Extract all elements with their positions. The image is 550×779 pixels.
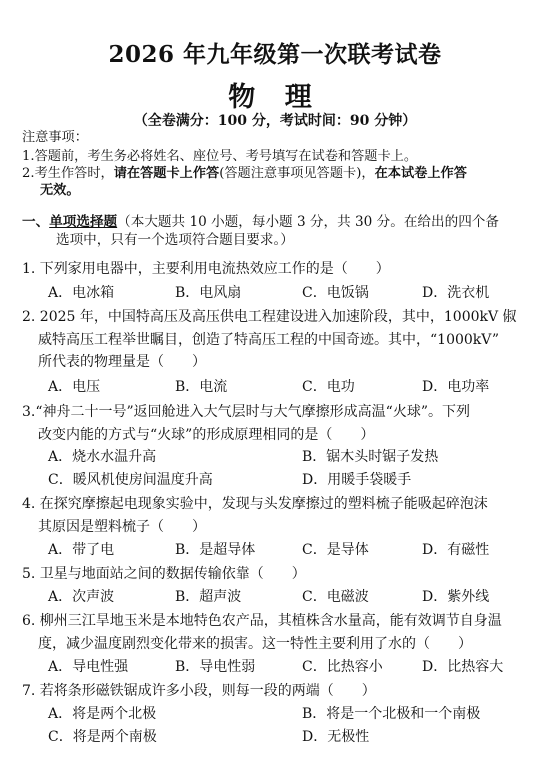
section-name: 单项选择题 [49, 214, 118, 230]
subject-title: 物 理 [228, 82, 322, 113]
note-item-2-prefix: 2.考生作答时， [22, 166, 114, 181]
question-2-option-c: C．电功 [302, 379, 355, 395]
question-6-option-b: B．导电性弱 [175, 659, 256, 675]
question-5-stem: 5. 卫星与地面站之间的数据传输依靠（ ） [22, 566, 306, 582]
note-item-1: 1.答题前，考生务必将姓名、座位号、考号填写在试卷和答题卡上。 [22, 149, 418, 164]
question-1-option-a: A．电冰箱 [48, 285, 115, 301]
question-5-option-c: C．电磁波 [302, 589, 369, 605]
section-description-continued: 选项中，只有一个选项符合题目要求。） [56, 232, 294, 248]
question-3-option-d: D．用暖手袋暖手 [302, 472, 412, 488]
question-6-option-a: A．导电性强 [48, 659, 129, 675]
question-2-option-d: D．电功率 [422, 379, 490, 395]
question-1-option-b: B．电风扇 [175, 285, 242, 301]
question-1-stem: 1. 下列家用电器中，主要利用电流热效应工作的是（ ） [22, 261, 390, 277]
question-4-stem-line-1: 4. 在探究摩擦起电现象实验中，发现与头发摩擦过的塑料梳子能吸起碎泡沫 [22, 496, 488, 512]
question-7-stem: 7. 若将条形磁铁锯成许多小段，则每一段的两端（ ） [22, 683, 376, 699]
question-5-option-d: D．紫外线 [422, 589, 490, 605]
question-4-stem-line-2: 其原因是塑料梳子（ ） [38, 519, 206, 535]
question-7-option-b: B．将是一个北极和一个南极 [302, 706, 481, 722]
question-7-option-d: D．无极性 [302, 729, 370, 745]
question-3-stem-line-1: 3.“神舟二十一号”返回舱进入大气层时与大气摩擦形成高温“火球”。下列 [22, 404, 470, 420]
question-2-stem-line-1: 2. 2025 年，中国特高压及高压供电工程建设进入加速阶段，其中，1000kV 俶 [22, 309, 517, 325]
question-6-option-c: C．比热容小 [302, 659, 383, 675]
question-6-option-d: D．比热容大 [422, 659, 504, 675]
note-item-2-middle: (答题注意事项见答题卡)， [219, 166, 375, 181]
question-3-stem-line-2: 改变内能的方式与“火球”的形成原理相同的是（ ） [38, 427, 375, 443]
question-1-option-c: C．电饭锅 [302, 285, 369, 301]
score-info: （全卷满分：100 分，考试时间：90 分钟） [133, 113, 417, 129]
note-item-2-continuation: 无效。 [40, 183, 80, 198]
note-item-2 [22, 165, 467, 182]
question-2-stem-line-2: 威特高压工程举世瞩目，创造了特高压工程的中国奇迹。其中，“1000kV” [38, 332, 500, 348]
exam-title: 2026 年九年级第一次联考试卷 [108, 41, 442, 68]
question-6-stem-line-2: 度，减少温度剧烈变化带来的损害。这一特性主要利用了水的（ ） [38, 636, 472, 652]
section-description: （本大题共 10 小题，每小题 3 分，共 30 分。在给出的四个备 [117, 214, 499, 230]
note-item-2-emphasis-2: 在本试卷上作答 [374, 166, 467, 181]
question-4-option-a: A．带了电 [48, 542, 115, 558]
question-2-option-a: A．电压 [48, 379, 101, 395]
note-item-2-emphasis-1: 请在答题卡上作答 [113, 166, 220, 181]
question-6-stem-line-1: 6. 柳州三江旱地玉米是本地特色农产品，其植株含水量高，能有效调节自身温 [22, 613, 502, 629]
question-7-option-c: C．将是两个南极 [48, 729, 157, 745]
question-1-option-d: D．洗衣机 [422, 285, 490, 301]
question-3-option-c: C．暖风机使房间温度升高 [48, 472, 213, 488]
notes-heading: 注意事项： [22, 130, 88, 145]
question-3-option-a: A．烧水水温升高 [48, 449, 157, 465]
question-5-option-b: B．超声波 [175, 589, 242, 605]
question-4-option-c: C．是导体 [302, 542, 369, 558]
question-5-option-a: A．次声波 [48, 589, 115, 605]
question-7-option-a: A．将是两个北极 [48, 706, 157, 722]
question-2-stem-line-3: 所代表的物理量是（ ） [38, 354, 206, 370]
section-number: 一、 [22, 214, 50, 230]
question-4-option-b: B．是超导体 [175, 542, 256, 558]
question-2-option-b: B．电流 [175, 379, 228, 395]
section-heading [22, 210, 499, 230]
question-3-option-b: B．锯木头时锯子发热 [302, 449, 439, 465]
question-4-option-d: D．有磁性 [422, 542, 490, 558]
